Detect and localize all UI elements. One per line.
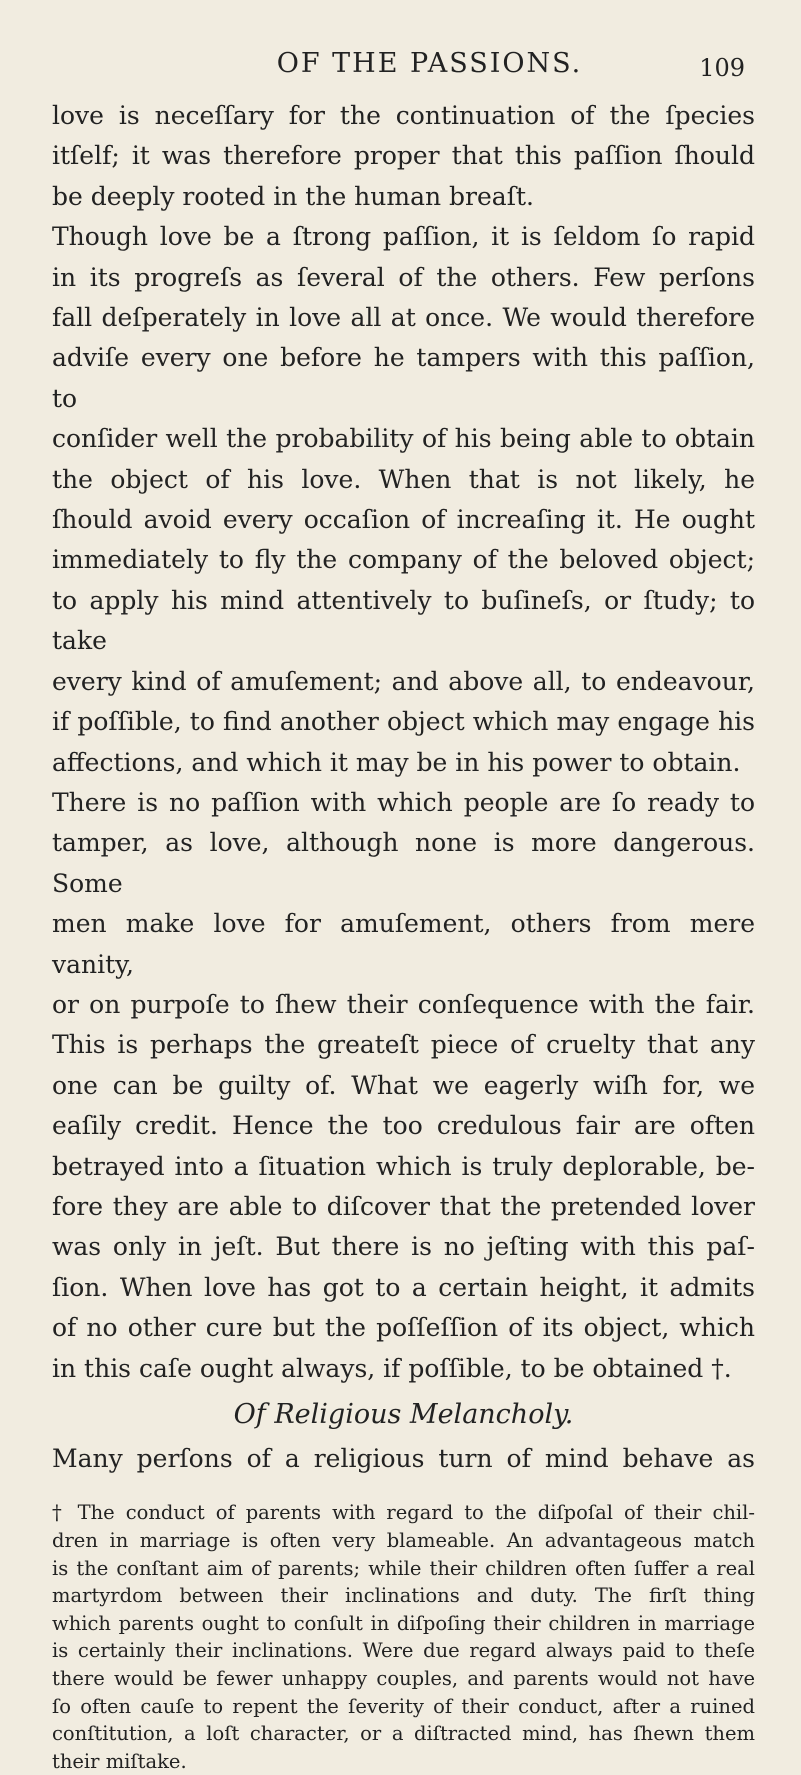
text-line: betrayed into a ſituation which is truly deplorable, be-	[52, 1151, 755, 1181]
text-line: of no other cure but the poſſeſſion of its object, which	[52, 1313, 755, 1343]
text-line: fall deſperately in love all at once. We would therefore	[52, 303, 755, 333]
text-line: itſelf; it was therefore proper that this paſſion ſhould	[52, 141, 755, 171]
text-line: in this caſe ought always, if poſſible, to be obtained †.	[52, 1353, 732, 1383]
footnote-line: there would be fewer unhappy couples, and parents would not have	[52, 1666, 755, 1690]
running-title: OF THE PASSIONS.	[276, 48, 583, 79]
text-line: tamper, as love, although none is more dangerous. Some	[52, 828, 755, 898]
footnote-line: martyrdom between their inclinations and duty. The firſt thing	[52, 1584, 755, 1608]
text-line: eaſily credit. Hence the too credulous fair are often	[52, 1111, 755, 1141]
text-line: or on purpoſe to ſhew their conſequence with the fair.	[52, 989, 755, 1019]
running-head	[52, 40, 755, 96]
footnote	[52, 1499, 755, 1775]
footnote-line: dren in marriage is often very blameable. An advantageous match	[52, 1529, 755, 1552]
text-line: conſider well the probability of his being able to obtain	[52, 424, 755, 454]
page-number: 109	[699, 54, 745, 82]
text-line: adviſe every one before he tampers with this paſſion, to	[52, 343, 755, 413]
text-line: There is no paſſion with which people are ſo ready to	[52, 787, 755, 817]
footnote-line: is the conſtant aim of parents; while their children often ſuffer a real	[52, 1556, 755, 1580]
footnote-line: their miſtake.	[52, 1749, 187, 1773]
footnote-line: which parents ought to conſult in diſpoſing their children in marriage	[52, 1611, 755, 1635]
text-line: This is perhaps the greateſt piece of cruelty that any	[52, 1030, 755, 1060]
footnote-line: ſo often cauſe to repent the ſeverity of their conduct, after a ruined	[52, 1694, 755, 1718]
text-line: ſion. When love has got to a certain height, it admits	[52, 1272, 755, 1302]
text-line: Many perſons of a religious turn of mind behave as	[52, 1444, 755, 1473]
text-line: be deeply rooted in the human breaſt.	[52, 181, 534, 211]
text-line: every kind of amuſement; and above all, to endeavour,	[52, 666, 755, 696]
text-line: men make love for amuſement, others from mere vanity,	[52, 909, 755, 979]
section-body	[52, 1439, 755, 1479]
text-line: if poſſible, to find another object which may engage his	[52, 707, 755, 737]
section-heading: Of Religious Melancholy.	[233, 1399, 574, 1430]
text-line: ſhould avoid every occaſion of increaſing it. He ought	[52, 505, 755, 535]
paragraphs	[52, 96, 755, 1389]
text-line: the object of his love. When that is not likely, he	[52, 464, 755, 494]
text-line: was only in jeſt. But there is no jeſting with this paſ-	[52, 1232, 755, 1262]
text-line: in its progreſs as ſeveral of the others. Few perſons	[52, 262, 755, 292]
text-line: fore they are able to diſcover that the pretended lover	[52, 1191, 755, 1221]
text-line: Though love be a ſtrong paſſion, it is ſeldom ſo rapid	[52, 222, 755, 252]
footnote-line: is certainly their inclinations. Were due regard always paid to theſe	[52, 1639, 755, 1663]
text-line: to apply his mind attentively to buſineſs, or ſtudy; to take	[52, 585, 755, 656]
text-line: love is neceſſary for the continuation of the ſpecies	[52, 101, 755, 130]
footnote-line: † The conduct of parents with regard to the diſpoſal of their chil-	[52, 1501, 755, 1525]
body-text	[52, 96, 755, 1479]
text-line: affections, and which it may be in his power to obtain.	[52, 747, 741, 777]
footnote-line: conſtitution, a loſt character, or a diſtracted mind, has ſhewn them	[52, 1722, 755, 1746]
text-line: one can be guilty of. What we eagerly wiſh for, we	[52, 1070, 755, 1100]
text-line: immediately to fly the company of the beloved object;	[52, 545, 755, 575]
